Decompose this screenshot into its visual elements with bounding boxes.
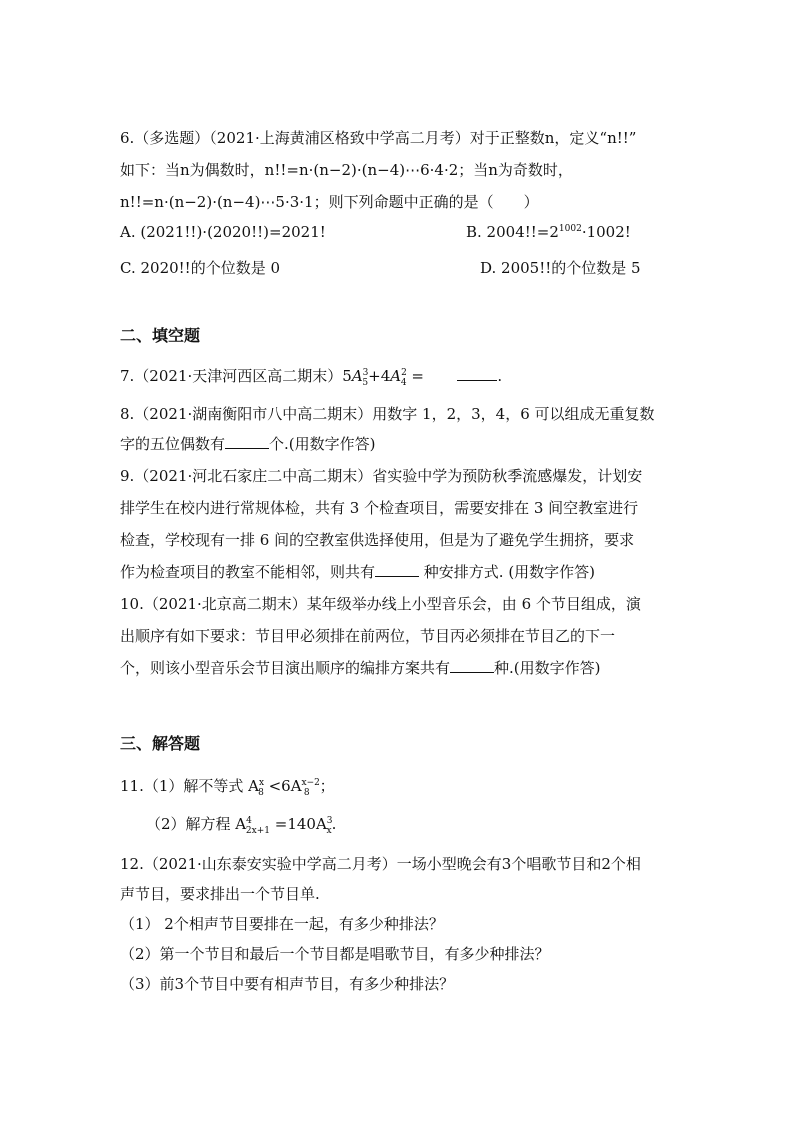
q6-line1: 6.（多选题）（2021·上海黄浦区格致中学高二月考）对于正整数n，定义“n!!” [120, 129, 637, 147]
q9-line1: 9.（2021·河北石家庄二中高二期末）省实验中学为预防秋季流感爆发，计划安 [120, 467, 643, 485]
q8-line1: 8.（2021·湖南衡阳市八中高二期末）用数字 1，2，3，4，6 可以组成无重复数 [120, 405, 655, 423]
section-title-fill-in: 二、填空题 [120, 326, 201, 345]
q12-line1: 12.（2021·山东泰安实验中学高二月考）一场小型晚会有3个唱歌节目和2个相 [120, 855, 641, 873]
q11-part2: （2）解方程 $A^4_{2x+1} =140A^3_x$. [146, 815, 337, 836]
q6-option-c: C. 2020!!的个位数是 0 [120, 259, 281, 277]
q10-line1: 10.（2021·北京高二期末）某年级举办线上小型音乐会，由 6 个节目组成，演 [120, 595, 641, 613]
q11-part1: 11.（1）解不等式 $A^x_8 <6A^{x-2}_8$ ； [120, 777, 335, 798]
q8-line2: 字的五位偶数有 个.(用数字作答) [120, 435, 376, 453]
q6-line2: 如下：当n为偶数时，n!!=n·(n−2)·(n−4)⋯6·4·2；当n为奇数时， [120, 161, 573, 179]
q9-line3: 检查，学校现有一排 6 间的空教室供选择使用，但是为了避免学生拥挤，要求 [120, 531, 635, 549]
q10-answer-blank [450, 658, 494, 673]
q6-option-b: B. $2004!!=2^{1002}\cdot 1002$! [466, 223, 631, 241]
q6-line3: n!!=n·(n−2)·(n−4)⋯5·3·1；则下列命题中正确的是（ ） [120, 193, 539, 211]
q12-line2: 声节目，要求排出一个节目单. [120, 885, 320, 903]
q7-answer-blank [457, 366, 497, 381]
q8-answer-blank [225, 434, 269, 449]
q9-answer-blank [375, 562, 419, 577]
q12-sub3: （3）前3个节目中要有相声节目，有多少种排法？ [120, 975, 455, 993]
q10-line2: 出顺序有如下要求：节目甲必须排在前两位，节目丙必须排在节目乙的下一 [120, 627, 616, 645]
section-title-solution: 三、解答题 [120, 734, 201, 753]
q9-line2: 排学生在校内进行常规体检，共有 3 个检查项目，需要安排在 3 间空教室进行 [120, 499, 639, 517]
q10-line3: 个，则该小型音乐会节目演出顺序的编排方案共有 种.(用数字作答) [120, 659, 601, 677]
q12-sub1: （1） 2个相声节目要排在一起，有多少种排法？ [120, 915, 444, 933]
q6-option-a: A. (2021!!)·(2020!!)=2021! [120, 223, 326, 241]
q12-sub2: （2）第一个节目和最后一个节目都是唱歌节目，有多少种排法？ [120, 945, 550, 963]
q7-line: 7.（2021·天津河西区高二期末）$5A^3_5+4A^2_4$ = . [120, 367, 503, 388]
q9-line4: 作为检查项目的教室不能相邻，则共有 种安排方式. (用数字作答) [120, 563, 596, 581]
q6-option-d: D. 2005!!的个位数是 5 [480, 259, 641, 277]
